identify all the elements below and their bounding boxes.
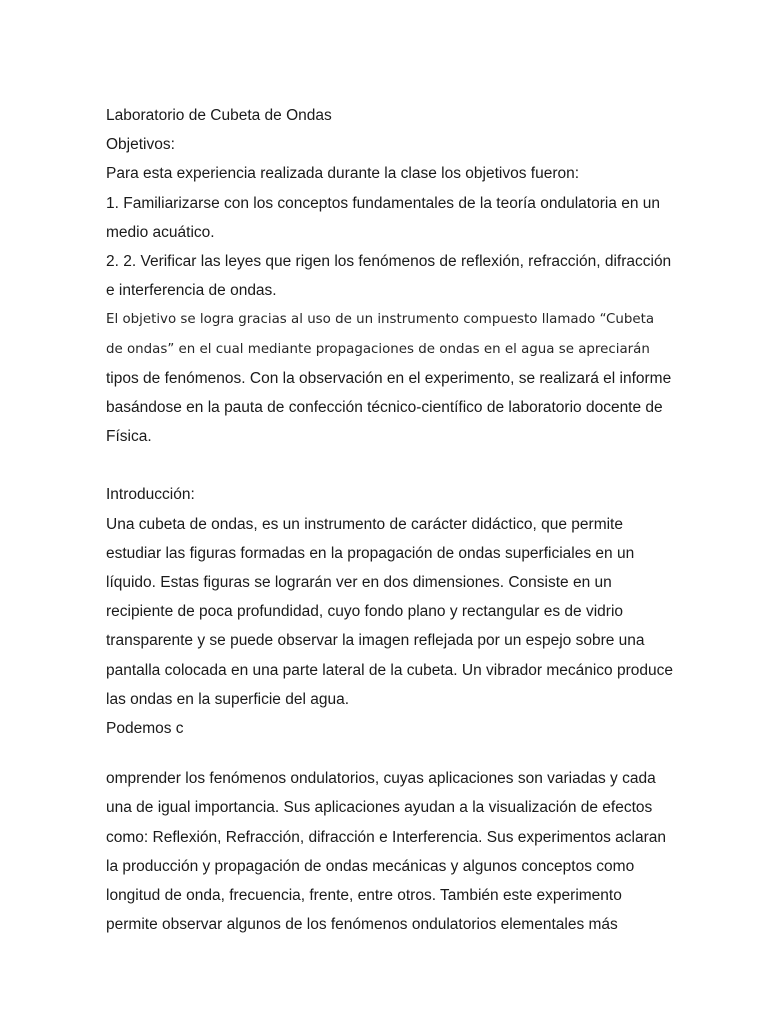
intro-heading: Introducción:: [106, 486, 195, 504]
continuation-line: la producción y propagación de ondas mecánicas y algunos conceptos como: [106, 857, 635, 875]
document-title: Laboratorio de Cubeta de Ondas: [106, 107, 332, 124]
objective-rest-line: basándose en la pauta de confección técnico-científico de laboratorio docente de: [106, 398, 663, 416]
continuation-line: omprender los fenómenos ondulatorios, cuyas aplicaciones son variadas y cada: [106, 770, 656, 788]
intro-line: pantalla colocada en una parte lateral de la cubeta. Un vibrador mecánico produce: [106, 661, 673, 679]
intro-line: recipiente de poca profundidad, cuyo fondo plano y rectangular es de vidrio: [106, 603, 624, 621]
objective-rest-line: tipos de fenómenos. Con la observación en el experimento, se realizará el informe: [106, 369, 672, 387]
objectives-line: e interferencia de ondas.: [106, 282, 277, 300]
objectives-line: medio acuático.: [106, 223, 215, 241]
continuation-line: longitud de onda, frecuencia, frente, entre otros. También este experimento: [106, 886, 622, 904]
continuation-line: permite observar algunos de los fenómenos ondulatorios elementales más: [106, 916, 618, 934]
continuation-line: una de igual importancia. Sus aplicaciones ayudan a la visualización de efectos: [106, 799, 653, 817]
intro-line: Podemos c: [106, 719, 184, 737]
intro-line: las ondas en la superficie del agua.: [106, 690, 349, 708]
intro-line: transparente y se puede observar la imagen reflejada por un espejo sobre una: [106, 632, 645, 650]
objective-rest-line: Física.: [106, 428, 152, 446]
objectives-line: 2. 2. Verificar las leyes que rigen los fenómenos de reflexión, refracción, difracción: [106, 252, 672, 270]
intro-line: estudiar las figuras formadas en la propagación de ondas superficiales en un: [106, 544, 635, 562]
objective-alt-line: de ondas” en el cual mediante propagaciones de ondas en el agua se apreciarán: [106, 341, 650, 357]
objective-alt-line: El objetivo se logra gracias al uso de un instrumento compuesto llamado “Cubeta: [106, 312, 655, 328]
paragraph-gap: [106, 451, 666, 480]
document-page: [106, 101, 673, 939]
paragraph-gap: [106, 743, 666, 764]
objectives-line: 1. Familiarizarse con los conceptos fundamentales de la teoría ondulatoria en un: [106, 194, 661, 212]
objectives-line: Para esta experiencia realizada durante la clase los objetivos fueron:: [106, 165, 580, 183]
intro-line: líquido. Estas figuras se lograrán ver en dos dimensiones. Consiste en un: [106, 574, 612, 591]
objectives-heading: Objetivos:: [106, 136, 175, 154]
intro-line: Una cubeta de ondas, es un instrumento de carácter didáctico, que permite: [106, 515, 623, 533]
continuation-line: como: Reflexión, Refracción, difracción e Interferencia. Sus experimentos aclaran: [106, 828, 666, 846]
